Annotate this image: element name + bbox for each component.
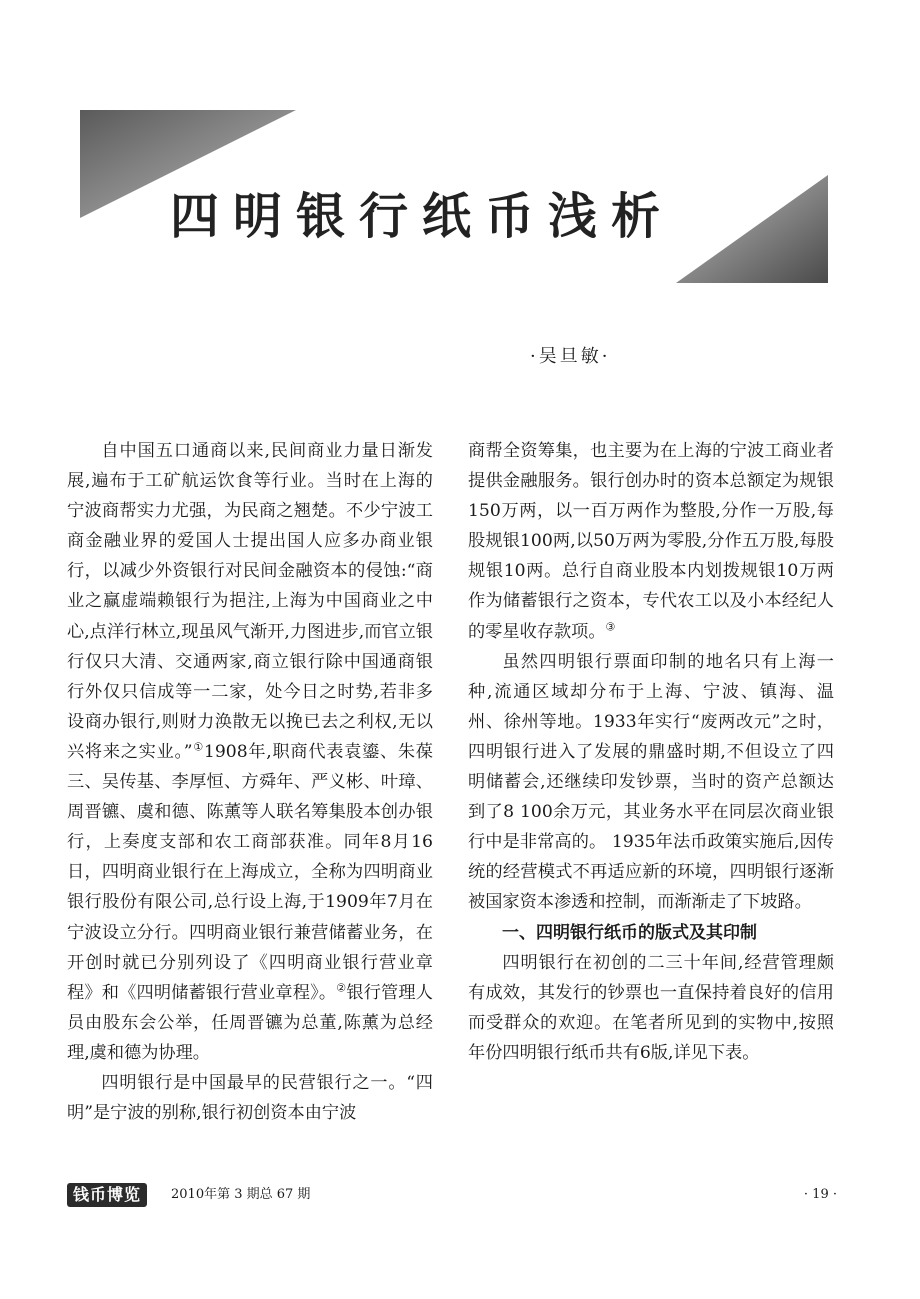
footnote-ref[interactable]: ② [336,980,347,994]
issue-info: 2010年第 3 期总 67 期 [171,1187,311,1202]
page-footer [67,1183,837,1207]
title-banner [0,0,920,300]
decorative-triangle-right [676,175,828,283]
article-title: 四明银行纸币浅析 [170,188,675,245]
column-left [67,436,433,1128]
footnote-ref[interactable]: ③ [605,619,616,633]
paragraph: 自中国五口通商以来,民间商业力量日渐发展,遍布于工矿航运饮食等行业。当时在上海的宁波商帮实力尤强，为民商之翘楚。不少宁波工商金融业界的爱国人士提出国人应多办商业银行，以减少外资银行对民间金融资本的侵蚀:“商业之赢虚端赖银行为挹注,上海为中国商业之中心,点洋行林立,现虽风气渐开,力图进步,而官立银行仅只大清、交通两家,商立银行除中国通商银行外仅只信成等一二家，处今日之时势,若非多设商办银行,则财力涣散无以挽已去之利权,无以兴将来之实业。”①1908年,职商代表袁鎏、朱葆三、吴传基、李厚恒、方舜年、严义彬、叶璋、周晋镳、虞和德、陈薰等人联名筹集股本创办银行，上奏度支部和农工商部获准。同年8月16日，四明商业银行在上海成立，全称为四明商业银行股份有限公司,总行设上海,于1909年7月在宁波设立分行。四明商业银行兼营储蓄业务，在开创时就已分别列设了《四明商业银行营业章程》和《四明储蓄银行营业章程》。②银行管理人员由股东会公举，任周晋镳为总董,陈薰为总经理,虞和德为协理。 [67,441,433,1063]
paragraph: 虽然四明银行票面印制的地名只有上海一种,流通区域却分布于上海、宁波、镇海、温州、徐州等地。1933年实行“废两改元”之时，四明银行进入了发展的鼎盛时期,不但设立了四明储蓄会,还继续印发钞票，当时的资产总额达到了8 100余万元，其业务水平在同层次商业银行中是非常高的。 1935年法币政策实施后,因传统的经营模式不再适应新的环境，四明银行逐渐被国家资本渗透和控制，而渐渐走了下坡路。 [468,651,834,913]
paragraph: 四明银行在初创的二三十年间,经营管理颇有成效，其发行的钞票也一直保持着良好的信用而受群众的欢迎。在笔者所见到的实物中,按照年份四明银行纸币共有6版,详见下表。 [468,952,834,1063]
section-heading: 一、四明银行纸币的版式及其印制 [502,922,757,943]
paragraph: 商帮全资筹集，也主要为在上海的宁波工商业者提供金融服务。银行创办时的资本总额定为规银150万两，以一百万两作为整股,分作一万股,每股规银100两,以50万两为零股,分作五万股,每股规银10两。总行自商业股本内划拨规银10万两作为储蓄银行之资本，专代农工以及小本经纪人的零星收存款项。③ [468,441,834,642]
magazine-logo: 钱币博览 [67,1183,147,1207]
page-number: · 19 · [803,1187,837,1202]
paragraph: 四明银行是中国最早的民营银行之一。“四明”是宁波的别称,银行初创资本由宁波 [67,1072,433,1124]
column-right [468,436,834,1068]
footnote-ref[interactable]: ① [192,740,204,754]
author-byline: ·吴旦敏· [530,346,611,367]
